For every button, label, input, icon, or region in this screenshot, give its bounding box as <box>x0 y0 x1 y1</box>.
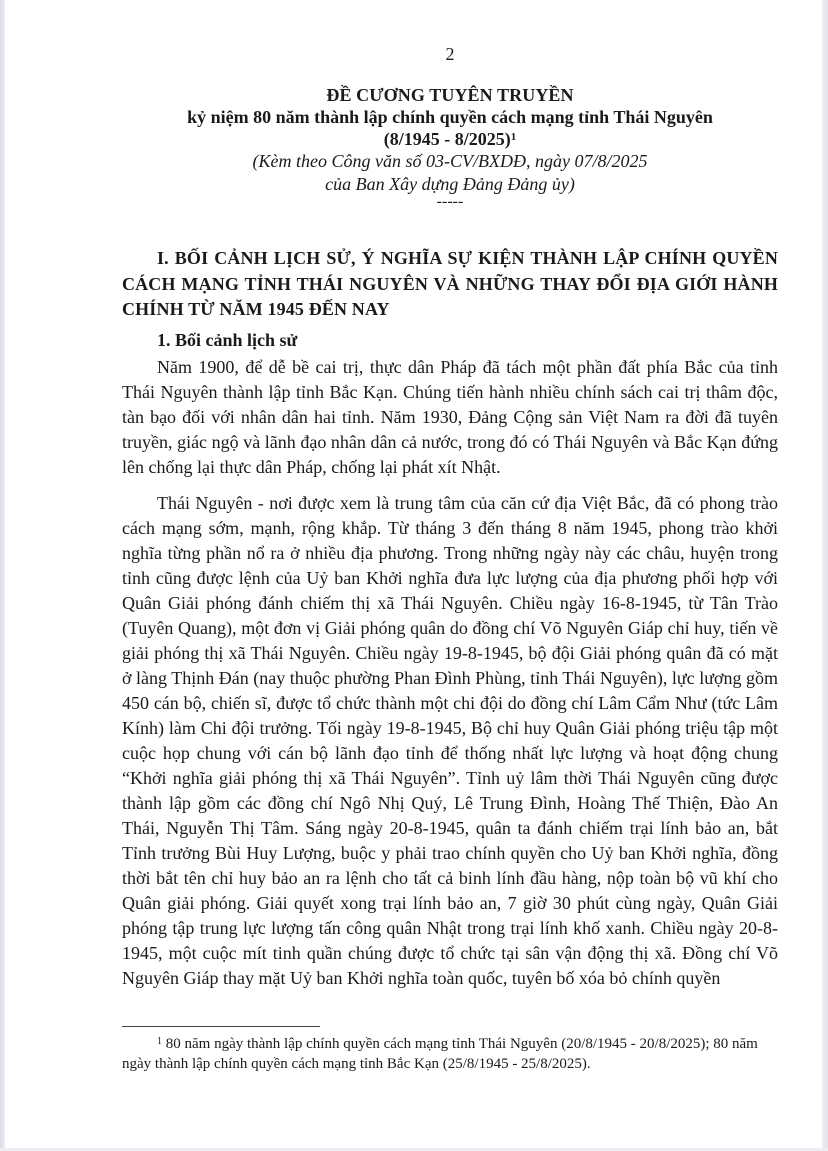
paragraph: Năm 1900, để dễ bề cai trị, thực dân Pháp đã tách một phần đất phía Bắc của tỉnh Thái Nguyên thành lập tỉnh Bắc Kạn. Chúng tiến hành nhiều chính sách cai trị thâm độc, tàn bạo đối với nhân dân hai tỉnh. Năm 1930, Đảng Cộng sản Việt Nam ra đời đã tuyên truyền, giác ngộ và lãnh đạo nhân dân cả nước, trong đó có Thái Nguyên và Bắc Kạn đứng lên chống lại thực dân Pháp, chống lại phát xít Nhật. <box>122 357 778 477</box>
subsection-heading: 1. Bối cảnh lịch sử <box>157 330 298 350</box>
dates-text: (8/1945 - 8/2025) <box>383 129 511 149</box>
scan-edge-left <box>0 0 5 1151</box>
footnote-reference: 1 <box>510 131 517 143</box>
document-dates <box>92 128 808 150</box>
section-heading: I. BỐI CẢNH LỊCH SỬ, Ý NGHĨA SỰ KIỆN THÀNH LẬP CHÍNH QUYỀN CÁCH MẠNG TỈNH THÁI NGUYÊN VÀ NHỮNG THAY ĐỔI ĐỊA GIỚI HÀNH CHÍNH TỪ NĂM 1945 ĐẾN NAY <box>122 248 778 319</box>
paragraph: Thái Nguyên - nơi được xem là trung tâm của căn cứ địa Việt Bắc, đã có phong trào cách mạng sớm, mạnh, rộng khắp. Từ tháng 3 đến tháng 8 năm 1945, phong trào khởi nghĩa từng phần nổ ra ở nhiều địa phương. Trong những ngày này các châu, huyện trong tỉnh cũng được lệnh của Uỷ ban Khởi nghĩa đưa lực lượng của địa phương phối hợp với Quân Giải phóng đánh chiếm thị xã Thái Nguyên. Chiều ngày 16-8-1945, từ Tân Trào (Tuyên Quang), một đơn vị Giải phóng quân do đồng chí Võ Nguyên Giáp chỉ huy, tiến về giải phóng thị xã Thái Nguyên. Chiều ngày 19-8-1945, bộ đội Giải phóng quân đã có mặt ở làng Thịnh Đán (nay thuộc phường Phan Đình Phùng, tỉnh Thái Nguyên), lực lượng gồm 450 cán bộ, chiến sĩ, được tổ chức thành một chi đội do đồng chí Lâm Cẩm Như (tức Lâm Kính) làm Chi đội trưởng. Tối ngày 19-8-1945, Bộ chỉ huy Quân Giải phóng triệu tập một cuộc họp chung với cán bộ lãnh đạo tỉnh để thống nhất lực lượng và hoạt động chung “Khởi nghĩa giải phóng thị xã Thái Nguyên”. Tỉnh uỷ lâm thời Thái Nguyên cũng được thành lập gồm các đồng chí Ngô Nhị Quý, Lê Trung Đình, Hoàng Thế Thiện, Đào An Thái, Nguyễn Thị Tâm. Sáng ngày 20-8-1945, quân ta đánh chiếm trại lính bảo an, bắt Tỉnh trưởng Bùi Huy Lượng, buộc y phải trao chính quyền cho Uỷ ban Khởi nghĩa, đồng thời bắt tên chỉ huy bảo an ra lệnh cho tất cả binh lính đầu hàng, nộp toàn bộ vũ khí cho Quân giải phóng. Giải quyết xong trại lính bảo an, 7 giờ 30 phút cùng ngày, Quân Giải phóng tập trung lực lượng tấn công quân Nhật trong trại lính khố xanh. Chiều ngày 20-8-1945, một cuộc mít tinh quần chúng được tổ chức tại sân vận động thị xã. Đồng chí Võ Nguyên Giáp thay mặt Uỷ ban Khởi nghĩa toàn quốc, tuyên bố xóa bỏ chính quyền <box>122 493 778 988</box>
footnote-marker: 1 <box>157 1036 162 1047</box>
document-title: ĐỀ CƯƠNG TUYÊN TRUYỀN <box>326 85 574 105</box>
footnote-separator <box>122 1026 320 1027</box>
page-number: 2 <box>445 44 455 64</box>
attachment-line-2: của Ban Xây dựng Đảng Đảng ủy) <box>325 174 575 194</box>
attachment-line-1: (Kèm theo Công văn số 03-CV/BXDĐ, ngày 07/8/2025 <box>252 151 648 171</box>
scan-edge-right <box>822 0 828 1151</box>
footnote <box>122 1034 778 1074</box>
document-header <box>92 84 808 210</box>
header-divider: ----- <box>436 193 464 210</box>
footnote-text: 80 năm ngày thành lập chính quyền cách mạng tỉnh Thái Nguyên (20/8/1945 - 20/8/2025); 80 năm ngày thành lập chính quyền cách mạng tỉnh Bắc Kạn (25/8/1945 - 25/8/2025). <box>122 1036 758 1072</box>
document-subtitle: kỷ niệm 80 năm thành lập chính quyền cách mạng tỉnh Thái Nguyên <box>187 107 713 127</box>
